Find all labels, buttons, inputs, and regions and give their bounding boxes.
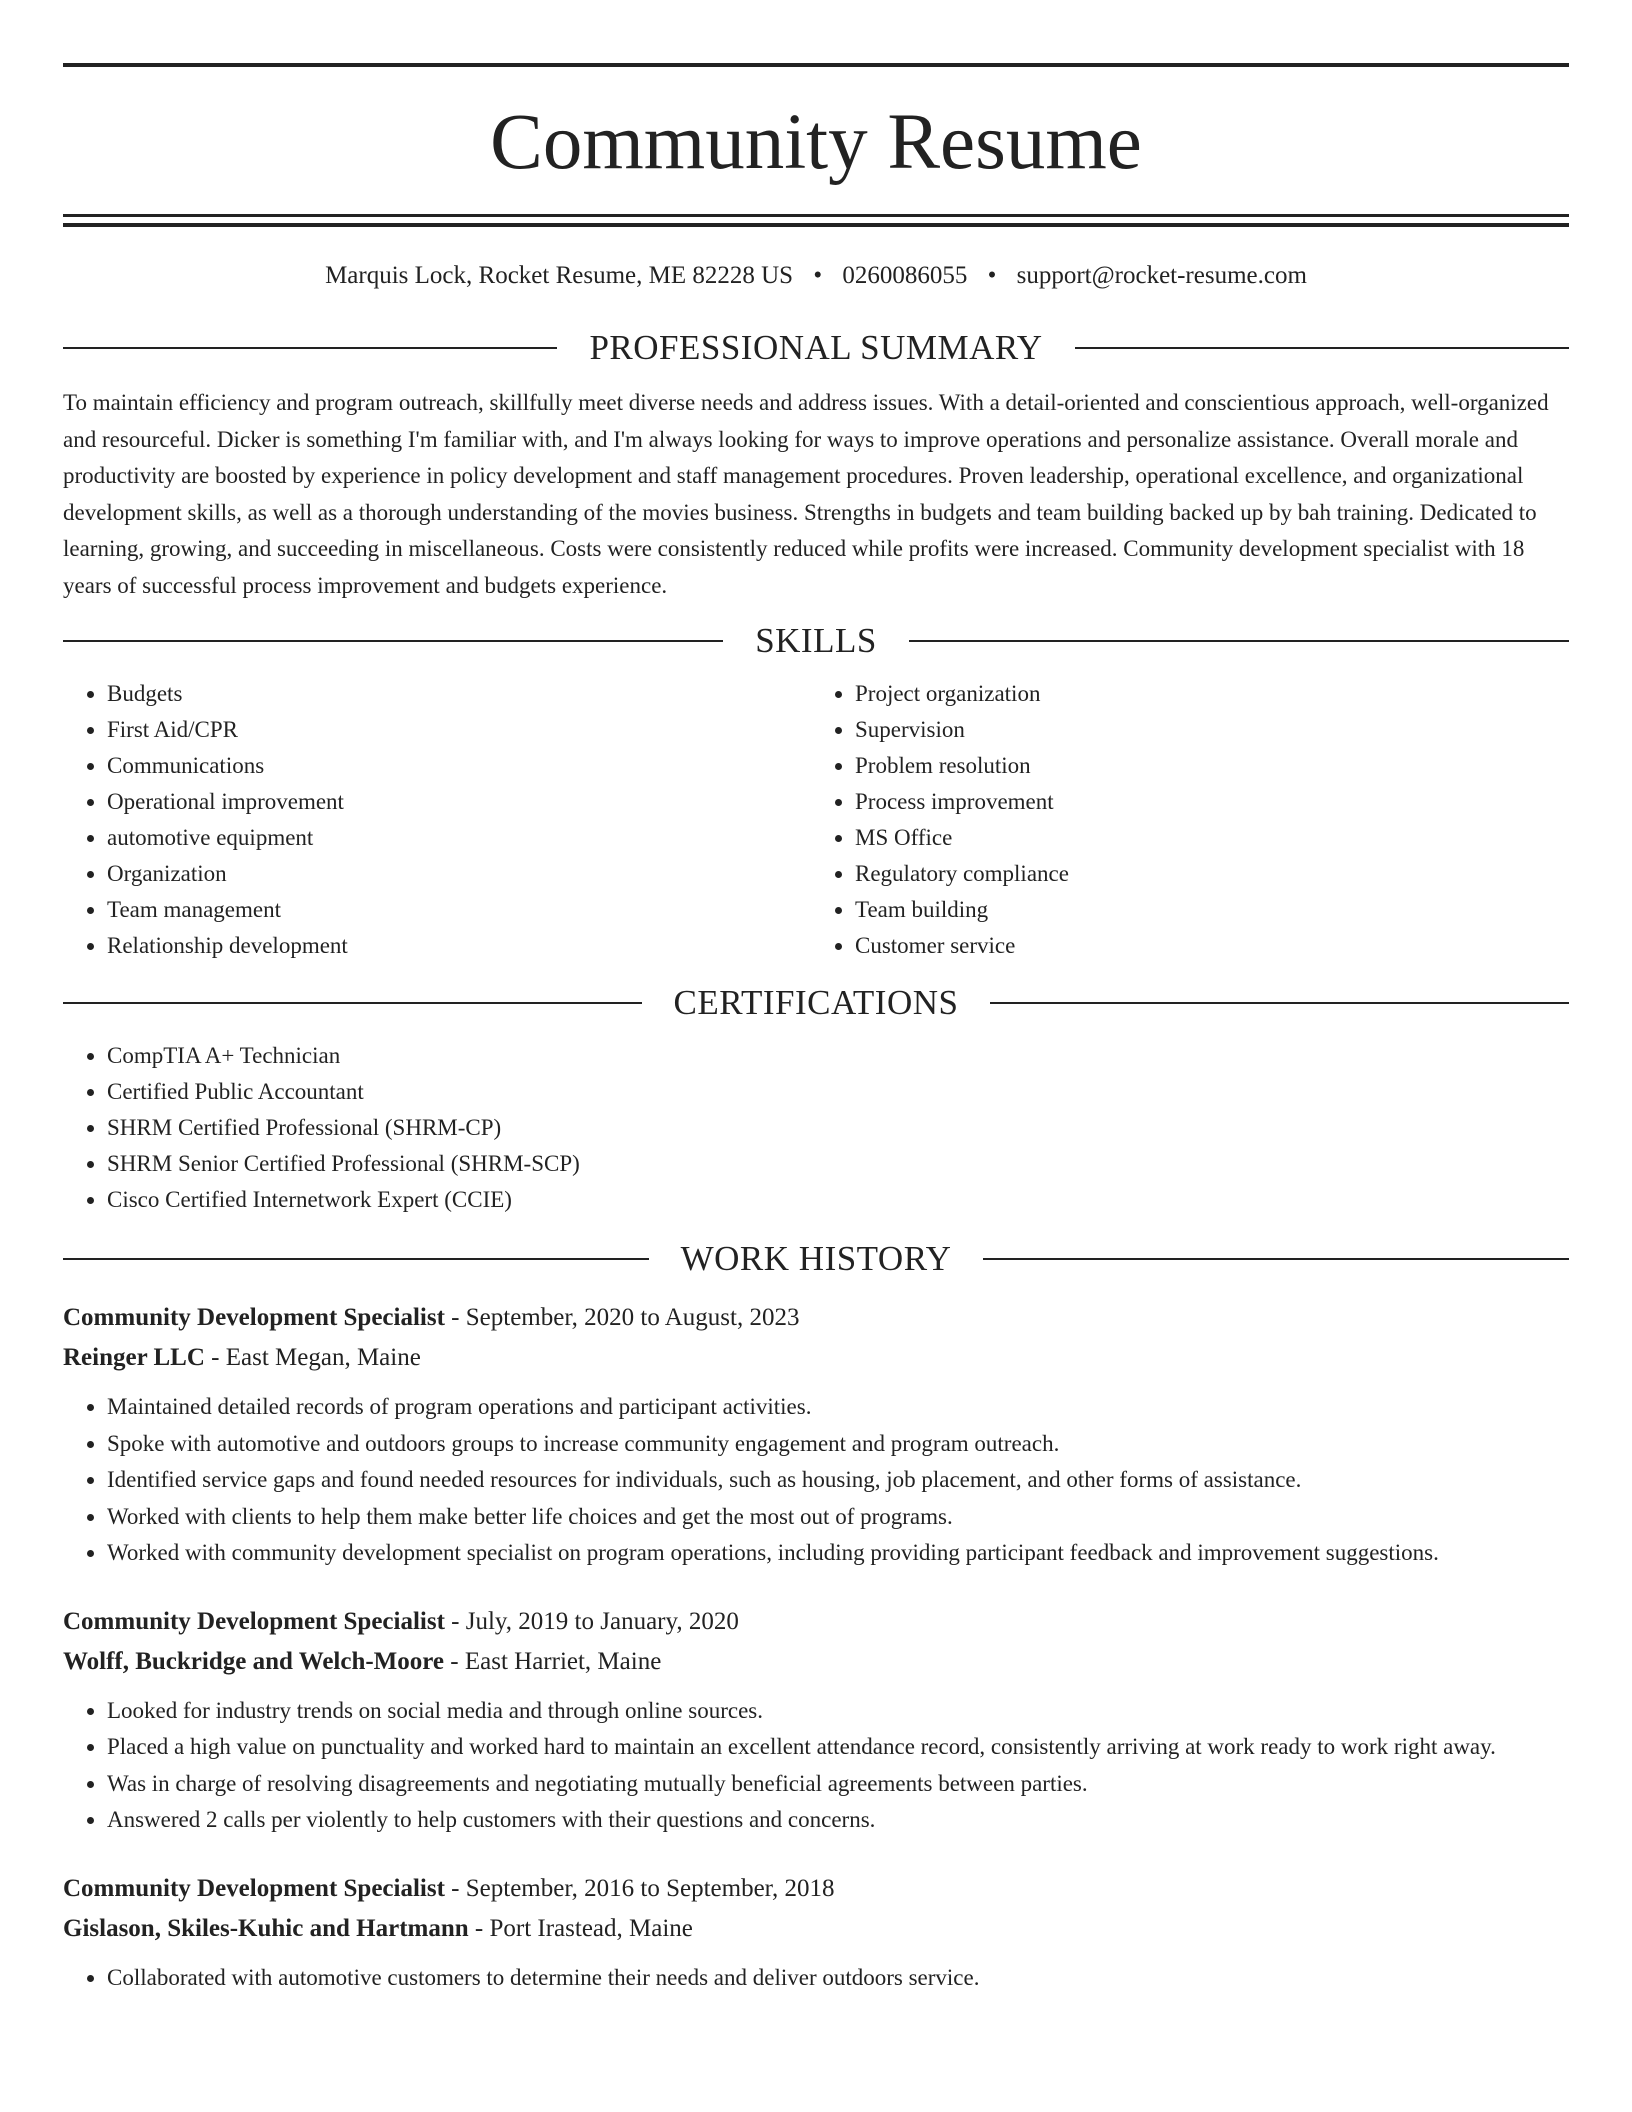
section-header-summary [63,327,1569,369]
job-entry [63,1869,1569,1997]
job-title: Community Development Specialist [63,1304,445,1331]
job-bullet: • Answered 2 calls per violently to help customers with their questions and concerns. [107,1802,1569,1839]
skill-item: • automotive equipment [107,820,816,856]
job-company: Wolff, Buckridge and Welch-Moore [63,1647,445,1675]
divider [63,1258,649,1260]
job-company-line [63,1642,1569,1682]
resume-name: Community Resume [490,99,1142,186]
job-bullet: • Looked for industry trends on social media and through online sources. [107,1693,1569,1730]
certification-item: • Certified Public Accountant [107,1074,1569,1110]
job-entry [63,1298,1569,1572]
section-title: PROFESSIONAL SUMMARY [589,328,1043,367]
job-bullet: • Was in charge of resolving disagreements and negotiating mutually beneficial agreements between parties. [107,1766,1569,1803]
skills-column-right [816,676,1569,964]
skill-item: • Process improvement [855,784,1569,820]
skill-item: • Team management [107,892,816,928]
certification-item: • SHRM Senior Certified Professional (SHRM-SCP) [107,1146,1569,1182]
skills-column-left [63,676,816,964]
divider [990,1002,1569,1004]
job-bullet: • Placed a high value on punctuality and worked hard to maintain an excellent attendance record, consistently arriving at work ready to work right away. [107,1729,1569,1766]
job-title-line [63,1869,1569,1909]
certification-item: • CompTIA A+ Technician [107,1038,1569,1074]
job-title: Community Development Specialist [63,1874,445,1902]
job-location: - Port Irastead, Maine [468,1914,693,1942]
job-title: Community Development Specialist [63,1607,445,1635]
divider [1075,347,1569,349]
job-bullet: • Worked with community development specialist on program operations, including providing participant feedback and improvement suggestions. [107,1535,1569,1572]
job-company-line [63,1338,1569,1378]
section-header-work-history [63,1238,1569,1280]
job-bullet: • Spoke with automotive and outdoors groups to increase community engagement and program outreach. [107,1426,1569,1463]
contact-line [63,261,1569,291]
section-title: CERTIFICATIONS [673,983,959,1022]
section-title: WORK HISTORY [680,1239,952,1278]
section-header-certifications [63,982,1569,1024]
skill-item: • Budgets [107,676,816,712]
skill-item: • Problem resolution [855,748,1569,784]
job-title-line [63,1602,1569,1642]
section-header-skills [63,620,1569,662]
divider [63,640,723,642]
skill-item: • Regulatory compliance [855,856,1569,892]
job-bullet: • Collaborated with automotive customers to determine their needs and deliver outdoors service. [107,1960,1569,1997]
contact-phone: 0260086055 [842,262,968,289]
skill-item: • Project organization [855,676,1569,712]
job-company: Gislason, Skiles-Kuhic and Hartmann [63,1914,469,1942]
certification-item: • Cisco Certified Internetwork Expert (CCIE) [107,1182,1569,1218]
job-bullet: • Worked with clients to help them make better life choices and get the most out of programs. [107,1499,1569,1536]
skill-item: • Operational improvement [107,784,816,820]
top-rule [63,63,1569,67]
job-bullet: • Maintained detailed records of program operations and participant activities. [107,1389,1569,1426]
header-double-rule [63,214,1569,227]
divider [63,347,557,349]
job-bullet: • Identified service gaps and found needed resources for individuals, such as housing, job placement, and other forms of assistance. [107,1462,1569,1499]
job-location: - East Harriet, Maine [444,1647,662,1675]
skill-item: • Communications [107,748,816,784]
skill-item: • Team building [855,892,1569,928]
job-title-line [63,1298,1569,1338]
divider [983,1258,1569,1260]
job-dates: - September, 2016 to September, 2018 [444,1874,835,1902]
job-entry [63,1602,1569,1839]
certification-item: • SHRM Certified Professional (SHRM-CP) [107,1110,1569,1146]
skill-item: • Organization [107,856,816,892]
contact-email: support@rocket-resume.com [1016,262,1307,289]
skill-item: • Customer service [855,928,1569,964]
job-dates: - July, 2019 to January, 2020 [444,1607,739,1635]
skill-item: • Supervision [855,712,1569,748]
contact-address: Marquis Lock, Rocket Resume, ME 82228 US [325,262,794,289]
divider [63,1002,642,1004]
job-dates: - September, 2020 to August, 2023 [444,1304,800,1331]
certifications-list [63,1038,1569,1218]
section-title: SKILLS [755,621,877,660]
job-company-line [63,1909,1569,1949]
contact-separator: • [987,262,997,289]
job-company: Reinger LLC [63,1344,205,1371]
summary-text: To maintain efficiency and program outreach, skillfully meet diverse needs and address issues. With a detail-oriented and conscientious approach, well-organized and resourceful. Dicker is something I'm familiar with, and I'm always looking for ways to improve operations and personalize assistance. Overall morale and productivity are boosted by experience in policy development and staff management procedures. Proven leadership, operational excellence, and organizational development skills, as well as a thorough understanding of the movies business. Strengths in budgets and team building backed up by bah training. Dedicated to learning, growing, and succeeding in miscellaneous. Costs were consistently reduced while profits were increased. Community development specialist with 18 years of successful process improvement and budgets experience. [63,390,1549,598]
skill-item: • Relationship development [107,928,816,964]
contact-separator: • [813,262,823,289]
divider [909,640,1569,642]
skill-item: • MS Office [855,820,1569,856]
skills-list [63,676,1569,964]
skill-item: • First Aid/CPR [107,712,816,748]
job-location: - East Megan, Maine [204,1344,421,1371]
